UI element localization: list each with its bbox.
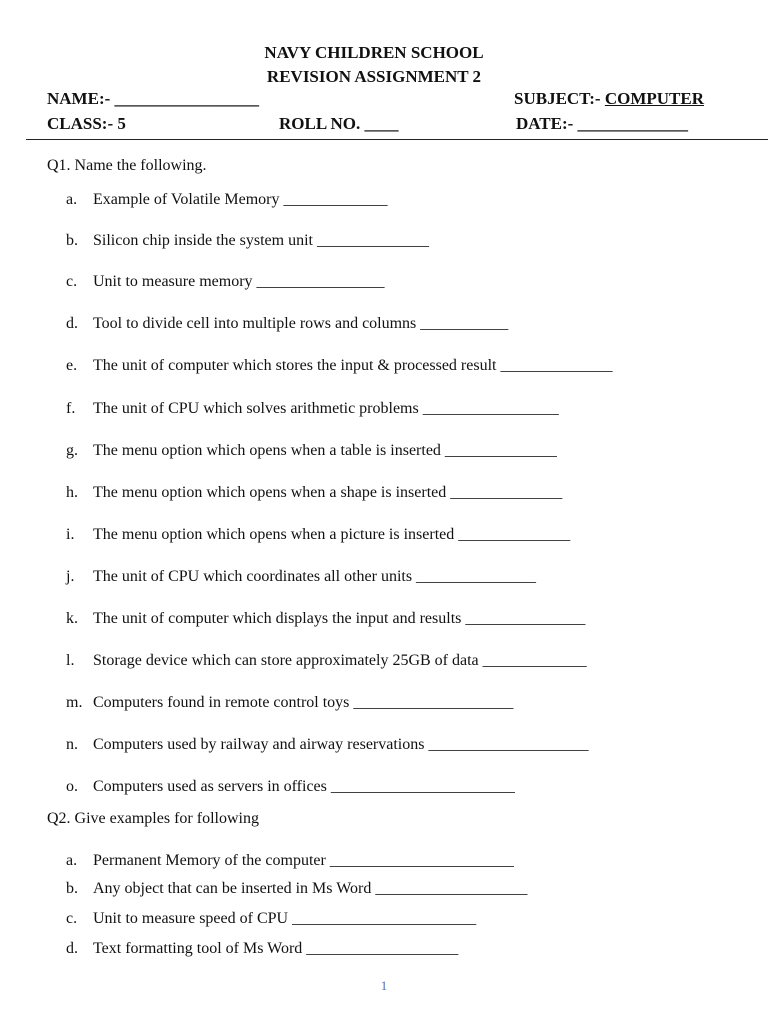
q1-item — [66, 400, 559, 418]
item-text: The menu option which opens when a table is inserted ______________ — [93, 442, 557, 459]
item-text: Example of Volatile Memory _____________ — [93, 191, 388, 208]
item-letter: c. — [66, 910, 78, 927]
q1-item — [66, 568, 536, 586]
item-letter: l. — [66, 652, 75, 669]
item-text: Tool to divide cell into multiple rows and columns ___________ — [93, 315, 509, 332]
item-letter: k. — [66, 610, 78, 627]
item-letter: d. — [66, 940, 78, 957]
q1-item — [66, 736, 588, 754]
q1-item — [66, 778, 515, 796]
item-text: Unit to measure memory ________________ — [93, 273, 385, 290]
item-text: Unit to measure speed of CPU _______________________ — [93, 910, 477, 927]
item-text: Computers found in remote control toys ____________________ — [93, 694, 514, 711]
item-text: Computers used as servers in offices _______________________ — [93, 778, 515, 795]
q1-item — [66, 526, 570, 544]
q1-item — [66, 357, 612, 375]
date-field: DATE:- _____________ — [516, 114, 689, 133]
school-name: NAVY CHILDREN SCHOOL — [264, 43, 484, 62]
item-text: The menu option which opens when a shape is inserted ______________ — [93, 484, 563, 501]
name-field — [47, 89, 259, 109]
q1-item — [66, 610, 585, 628]
item-letter: o. — [66, 778, 78, 795]
subject-label: SUBJECT:- — [514, 89, 605, 108]
item-text: The unit of CPU which solves arithmetic problems _________________ — [93, 400, 559, 417]
q1-item — [66, 442, 557, 460]
q1-item — [66, 484, 562, 502]
q1-item — [66, 273, 385, 291]
item-text: Text formatting tool of Ms Word ___________________ — [93, 940, 459, 957]
item-text: Permanent Memory of the computer _______________________ — [93, 852, 514, 869]
item-letter: g. — [66, 442, 78, 459]
q2-item — [66, 880, 527, 898]
q2-item — [66, 940, 458, 958]
q1-item — [66, 315, 508, 333]
roll-number-field: ROLL NO. ____ — [279, 114, 399, 133]
item-text: The unit of CPU which coordinates all other units _______________ — [93, 568, 537, 585]
item-letter: n. — [66, 736, 78, 753]
page-number: 1 — [380, 978, 388, 993]
q1-item — [66, 652, 587, 670]
name-label: NAME:- — [47, 89, 115, 108]
item-letter: a. — [66, 191, 78, 208]
item-letter: e. — [66, 357, 78, 374]
subject-value: COMPUTER — [604, 89, 705, 108]
item-text: The unit of computer which displays the input and results _______________ — [93, 610, 586, 627]
q2-item — [66, 852, 514, 870]
item-letter: d. — [66, 315, 78, 332]
item-text: Any object that can be inserted in Ms Word ___________________ — [93, 880, 528, 897]
subject-field — [514, 89, 704, 109]
item-text: The unit of computer which stores the input & processed result ______________ — [93, 357, 613, 374]
item-text: Silicon chip inside the system unit ______________ — [93, 232, 429, 249]
assignment-title: REVISION ASSIGNMENT 2 — [266, 67, 482, 86]
question-2-title: Q2. Give examples for following — [47, 810, 259, 827]
item-text: Storage device which can store approximately 25GB of data _____________ — [93, 652, 587, 669]
item-letter: a. — [66, 852, 78, 869]
q2-item — [66, 910, 476, 928]
header-divider — [26, 139, 768, 140]
q1-item — [66, 694, 513, 712]
q1-item — [66, 191, 387, 209]
question-1-title: Q1. Name the following. — [47, 157, 207, 174]
item-text: Computers used by railway and airway reservations ____________________ — [93, 736, 589, 753]
name-blank: _________________ — [114, 89, 260, 108]
item-letter: i. — [66, 526, 75, 543]
item-letter: b. — [66, 880, 78, 897]
item-letter: f. — [66, 400, 76, 417]
q1-item — [66, 232, 429, 250]
item-letter: c. — [66, 273, 78, 290]
item-letter: j. — [66, 568, 75, 585]
item-letter: b. — [66, 232, 78, 249]
item-letter: h. — [66, 484, 78, 501]
item-letter: m. — [66, 694, 83, 711]
class-field: CLASS:- 5 — [47, 114, 126, 133]
item-text: The menu option which opens when a picture is inserted ______________ — [93, 526, 571, 543]
